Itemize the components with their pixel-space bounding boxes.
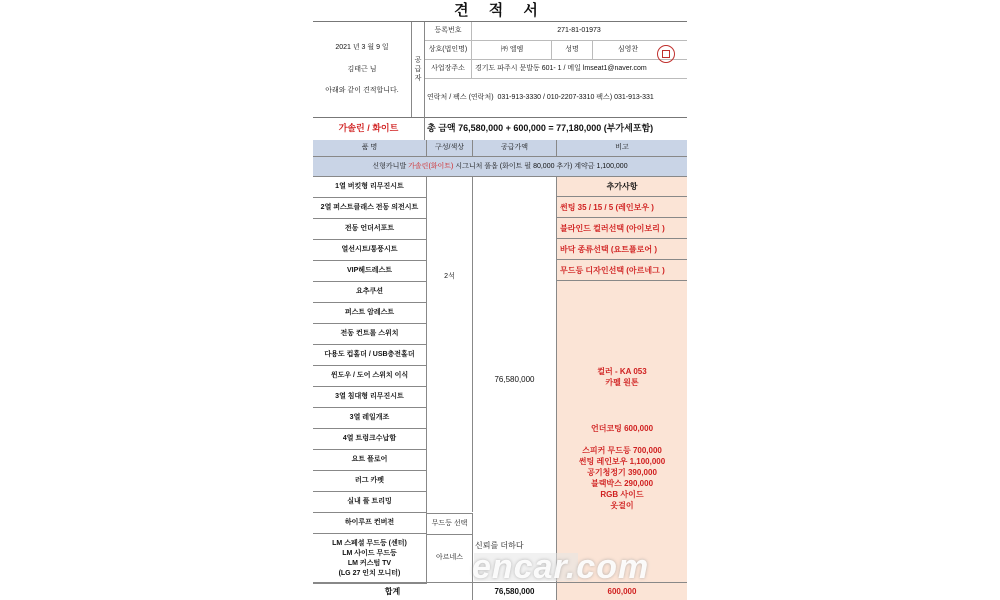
list-item: VIP헤드레스트	[313, 261, 427, 282]
company-label: 상호(법인명)	[425, 41, 472, 59]
config-mood: 무드등 선택	[427, 513, 473, 535]
customer-block	[313, 22, 412, 117]
remark-line: 바닥 종류선택 (요트플로어 )	[557, 240, 687, 260]
promo-row	[313, 157, 687, 177]
model-label: 가솔린 / 화이트	[313, 116, 425, 140]
customer-name: 김태근 님	[347, 66, 377, 73]
list-item: 하이루프 컨버전	[313, 513, 427, 534]
estimate-document	[313, 0, 687, 600]
remark-line: 블라인드 컬러선택 (아이보리 )	[557, 219, 687, 239]
total-price: 76,580,000	[473, 583, 557, 600]
list-item: 3열 침대형 리무진시트	[313, 387, 427, 408]
list-item: 실내 풀 트리밍	[313, 492, 427, 513]
total-summary: 총 금액 76,580,000 + 600,000 = 77,180,000 (부가세포함)	[427, 123, 654, 133]
company-value: ㈜ 엘엠	[473, 41, 552, 59]
list-item: 윈도우 / 도어 스위치 이식	[313, 366, 427, 387]
color-line: 컬러 - KA 053	[597, 367, 647, 376]
document-title: 견 적 서	[454, 2, 546, 19]
remark-line: 썬팅 35 / 15 / 5 (레인보우 )	[557, 198, 687, 218]
list-item: 전동 언더서포트	[313, 219, 427, 240]
lm-line: LM 스페셜 무드등 (센터)	[332, 539, 407, 547]
config-arones: 아르네스	[427, 534, 473, 582]
total-label: 합계	[313, 583, 473, 600]
reg-value: 271-81-01973	[557, 27, 601, 34]
supplier-label: 공 급 자	[412, 22, 425, 117]
company-seal-icon	[657, 45, 675, 63]
list-item: 러그 카펫	[313, 471, 427, 492]
extra-line: 옷걸이	[610, 501, 634, 510]
items-section	[313, 177, 687, 582]
reg-label: 등록번호	[425, 22, 472, 40]
lm-line: LM 사이드 무드등	[342, 549, 397, 557]
list-item: 다용도 컵홀더 / USB충전홀더	[313, 345, 427, 366]
col-item: 품 명	[313, 140, 427, 156]
lm-line: LM 커스텀 TV	[347, 559, 392, 567]
extra-line: 스피커 무드등 700,000	[582, 446, 662, 455]
overlay-note: 신뢰를 더하다	[475, 541, 524, 550]
col-config: 구성/색상	[427, 140, 473, 156]
encar-watermark: encar.com	[472, 548, 650, 586]
price-value: 76,580,000	[473, 177, 557, 582]
remark-extras	[557, 445, 687, 511]
list-item: 1열 버킷형 리무진시트	[313, 177, 427, 198]
col-remark: 비고	[615, 144, 629, 151]
promo-highlight: 가솔린(화이트)	[408, 163, 454, 170]
list-item: 요추쿠션	[313, 282, 427, 303]
promo-pre: 신형카니발	[372, 163, 409, 170]
contact-row	[425, 79, 687, 116]
quote-note: 아래와 같이 견적합니다.	[325, 87, 399, 94]
list-item: 2열 퍼스트클래스 전동 의전시트	[313, 198, 427, 219]
list-item: 퍼스트 암레스트	[313, 303, 427, 324]
contact-label: 연락처 / 팩스 (연락처)	[427, 94, 494, 101]
quote-date: 2021 년 3 월 9 일	[335, 44, 389, 51]
extra-line: RGB 사이드	[600, 490, 644, 499]
address-row	[425, 60, 687, 79]
list-item: 요트 플로어	[313, 450, 427, 471]
col-price: 공급가액	[473, 140, 557, 156]
name-label: 성명	[552, 41, 593, 59]
remark-color	[557, 366, 687, 388]
lm-line: (LG 27 인치 모니터)	[338, 569, 401, 577]
list-item: 전동 컨트롤 스위치	[313, 324, 427, 345]
extra-line: 공기청정기 390,000	[587, 468, 657, 477]
summary-row	[313, 116, 687, 141]
config-seats: 2석	[427, 177, 473, 512]
list-item: 열선시트/통풍시트	[313, 240, 427, 261]
remark-header: 추가사항	[557, 177, 687, 197]
remark-under: 언더코팅 600,000	[590, 424, 654, 433]
list-item-lm	[313, 534, 427, 584]
column-header	[313, 140, 687, 157]
company-row	[425, 41, 687, 60]
contact-numbers: 031-913-3330 / 010-2207-3310 팩스) 031-913-331	[497, 94, 654, 101]
name-value: 심영찬	[617, 46, 639, 53]
address-label: 사업장주소	[425, 60, 472, 78]
color-line: 카펠 원톤	[605, 378, 639, 387]
contact-value	[427, 89, 687, 107]
list-item: 4열 트렁크수납함	[313, 429, 427, 450]
total-extra: 600,000	[557, 583, 687, 600]
remark-line: 무드등 디자인선택 (아르네그 )	[557, 261, 687, 281]
header-section	[313, 21, 687, 118]
address-value: 경기도 파주시 문발동 601- 1 / 메일 lmseat1@naver.com	[475, 65, 647, 72]
extra-line: 블랙박스 290,000	[590, 479, 654, 488]
extra-line: 썬팅 레인보우 1,100,000	[578, 457, 666, 466]
list-item: 3열 레일개조	[313, 408, 427, 429]
reg-row	[425, 22, 687, 41]
promo-post: 시그니처 풀옵 (화이트 펄 80,000 추가) 계약금 1,100,000	[453, 163, 628, 170]
